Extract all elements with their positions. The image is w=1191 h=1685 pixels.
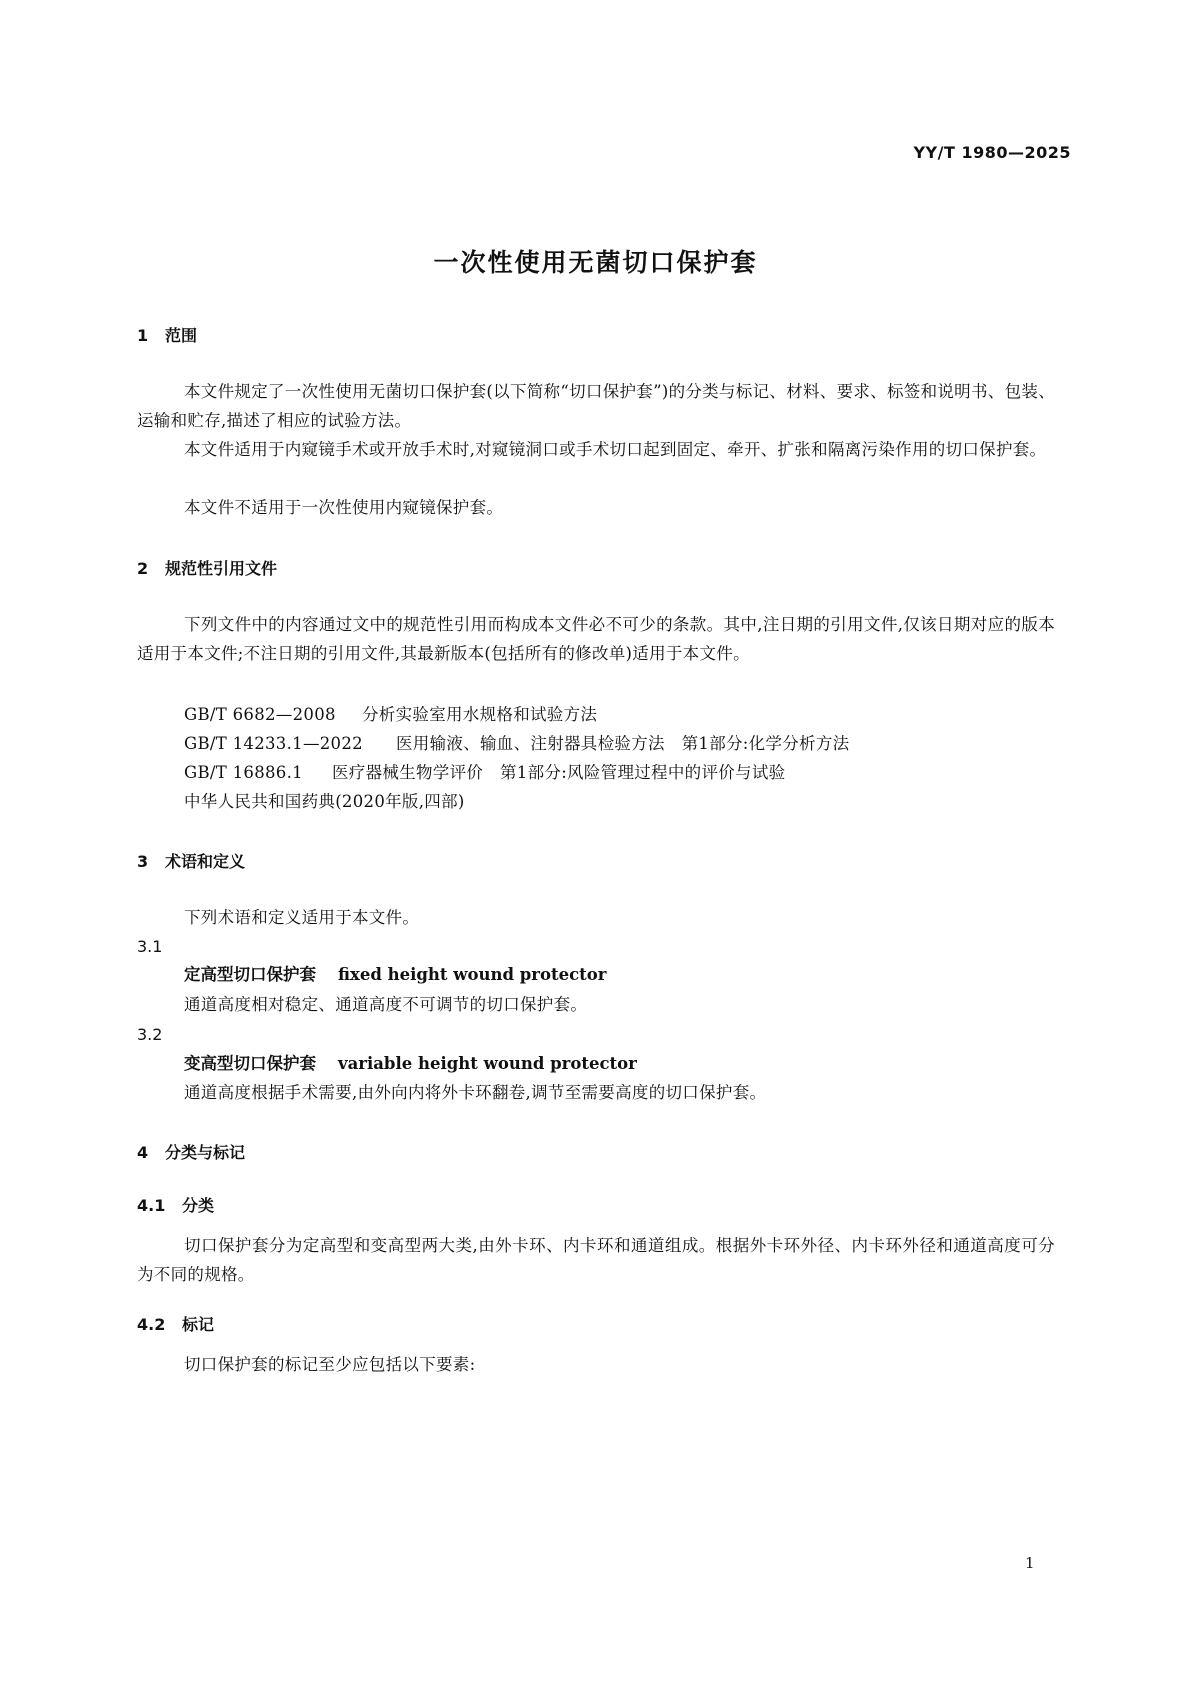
term-english: variable height wound protector (338, 1054, 637, 1073)
reference-code: GB/T 16886.1 (184, 763, 303, 782)
term-chinese: 变高型切口保护套 (184, 1054, 316, 1073)
section-number: 2 (137, 559, 149, 578)
normative-reference (184, 730, 849, 754)
document-title: 一次性使用无菌切口保护套 (433, 248, 758, 277)
section-number: 4 (137, 1143, 149, 1162)
term-entry (184, 961, 606, 985)
section-title: 分类与标记 (165, 1143, 246, 1162)
reference-code: GB/T 14233.1—2022 (184, 734, 363, 753)
section-3-heading (137, 849, 245, 872)
section-3-intro: 下列术语和定义适用于本文件。 (184, 908, 420, 927)
subsection-4-2-paragraph: 切口保护套的标记至少应包括以下要素: (184, 1355, 476, 1374)
section-title: 范围 (165, 326, 198, 345)
section-number: 1 (137, 326, 149, 345)
term-english: fixed height wound protector (338, 965, 607, 984)
subsection-4-1-paragraph: 切口保护套分为定高型和变高型两大类,由外卡环、内卡环和通道组成。根据外卡环外径、内卡环外径和通道高度可分为不同的规格。 (137, 1236, 1055, 1284)
section-number: 3 (137, 852, 149, 871)
term-definition: 通道高度相对稳定、通道高度不可调节的切口保护套。 (184, 995, 588, 1014)
page-number: 1 (1025, 1554, 1035, 1572)
section-title: 规范性引用文件 (165, 559, 278, 578)
section-1-paragraph-1: 本文件规定了一次性使用无菌切口保护套(以下简称“切口保护套”)的分类与标记、材料、要求、标签和说明书、包装、运输和贮存,描述了相应的试验方法。 (137, 382, 1055, 430)
term-chinese: 定高型切口保护套 (184, 965, 316, 984)
normative-reference (184, 759, 785, 783)
reference-code: GB/T 6682—2008 (184, 705, 336, 724)
term-definition: 通道高度根据手术需要,由外向内将外卡环翻卷,调节至需要高度的切口保护套。 (184, 1083, 767, 1102)
section-title: 术语和定义 (165, 852, 246, 871)
section-4-heading (137, 1140, 245, 1163)
subsection-number: 4.1 (137, 1196, 166, 1215)
subsection-title: 分类 (182, 1196, 215, 1215)
subsection-4-1-heading (137, 1193, 214, 1216)
subsection-4-2-heading (137, 1312, 214, 1335)
subsection-title: 标记 (182, 1315, 215, 1334)
reference-code: 中华人民共和国药典(2020年版,四部) (184, 792, 465, 811)
section-2-heading (137, 556, 277, 579)
reference-name: 医疗器械生物学评价 第1部分:风险管理过程中的评价与试验 (332, 763, 786, 782)
reference-name: 医用输液、输血、注射器具检验方法 第1部分:化学分析方法 (396, 734, 850, 753)
section-1-paragraph-3: 本文件不适用于一次性使用内窥镜保护套。 (184, 498, 504, 517)
normative-reference (184, 788, 465, 812)
term-number: 3.2 (137, 1025, 163, 1044)
term-entry (184, 1050, 637, 1074)
term-number: 3.1 (137, 937, 163, 956)
reference-name: 分析实验室用水规格和试验方法 (362, 705, 598, 724)
subsection-number: 4.2 (137, 1315, 166, 1334)
section-2-intro: 下列文件中的内容通过文中的规范性引用而构成本文件必不可少的条款。其中,注日期的引用文件,仅该日期对应的版本适用于本文件;不注日期的引用文件,其最新版本(包括所有的修改单)适用于本文件。 (137, 615, 1055, 663)
section-1-paragraph-2: 本文件适用于内窥镜手术或开放手术时,对窥镜洞口或手术切口起到固定、牵开、扩张和隔离污染作用的切口保护套。 (184, 440, 1047, 459)
normative-reference (184, 701, 597, 725)
section-1-heading (137, 323, 197, 346)
standard-number-header: YY/T 1980—2025 (913, 143, 1071, 162)
